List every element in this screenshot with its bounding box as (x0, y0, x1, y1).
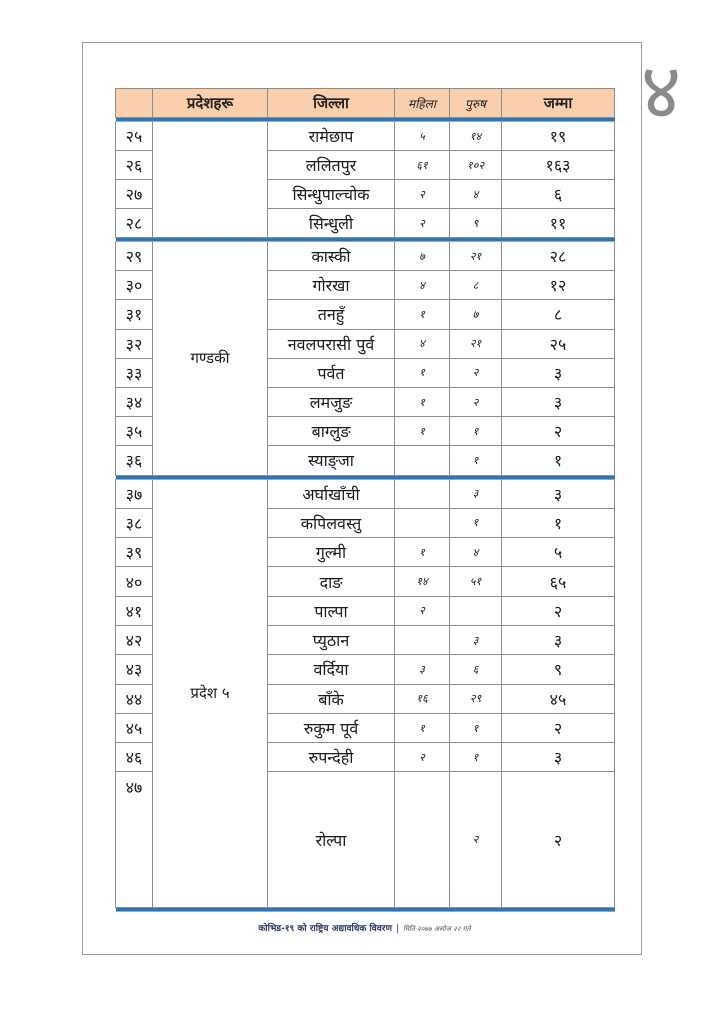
table-body (116, 118, 615, 912)
header-total: जम्मा (502, 89, 615, 118)
total-count-cell: ३ (502, 479, 615, 508)
serial-number-cell: ३७ (116, 479, 153, 508)
female-count-cell: ६१ (395, 151, 450, 180)
page-number: ४ (640, 47, 682, 137)
serial-number-cell: २९ (116, 242, 153, 271)
serial-number-cell: ४० (116, 567, 153, 596)
province-cell: प्रदेश ५ (153, 479, 268, 908)
district-cell: प्युठान (268, 625, 395, 654)
male-count-cell: ४ (450, 538, 502, 567)
footer-date: मिति २०७७ असोज २२ गते (403, 925, 471, 933)
female-count-cell: ५ (395, 122, 450, 151)
serial-number-cell: ३२ (116, 329, 153, 358)
header-female: महिला (395, 89, 450, 118)
female-count-cell: १६ (395, 684, 450, 713)
table-row (116, 122, 615, 151)
total-count-cell: ३ (502, 743, 615, 772)
male-count-cell: २ (450, 387, 502, 416)
district-cell: बाग्लुङ (268, 417, 395, 446)
district-cell: दाङ (268, 567, 395, 596)
female-count-cell (395, 508, 450, 537)
total-count-cell: ५ (502, 538, 615, 567)
table-bottom-rule (116, 908, 615, 912)
serial-number-cell: ४७ (116, 772, 153, 908)
district-cell: रुपन्देही (268, 743, 395, 772)
serial-number-cell: ३३ (116, 358, 153, 387)
male-count-cell: ४ (450, 180, 502, 209)
female-count-cell: १ (395, 417, 450, 446)
male-count-cell: ६ (450, 655, 502, 684)
district-cell: सिन्धुली (268, 209, 395, 238)
female-count-cell: ४ (395, 329, 450, 358)
female-count-cell: २ (395, 180, 450, 209)
serial-number-cell: ३० (116, 271, 153, 300)
table-header-row (116, 89, 615, 118)
district-cell: कपिलवस्तु (268, 508, 395, 537)
header-serial (116, 89, 153, 118)
male-count-cell: २ (450, 772, 502, 908)
district-cell: वर्दिया (268, 655, 395, 684)
male-count-cell: १ (450, 446, 502, 475)
total-count-cell: २ (502, 417, 615, 446)
serial-number-cell: ४१ (116, 596, 153, 625)
male-count-cell: २९ (450, 684, 502, 713)
male-count-cell: ७ (450, 300, 502, 329)
serial-number-cell: ४३ (116, 655, 153, 684)
serial-number-cell: ४५ (116, 713, 153, 742)
footer-separator: | (395, 924, 400, 934)
header-province: प्रदेशहरू (153, 89, 268, 118)
total-count-cell: ३ (502, 387, 615, 416)
female-count-cell: १ (395, 713, 450, 742)
serial-number-cell: ३४ (116, 387, 153, 416)
female-count-cell: १४ (395, 567, 450, 596)
district-cell: रुकुम पूर्व (268, 713, 395, 742)
serial-number-cell: २७ (116, 180, 153, 209)
serial-number-cell: ४२ (116, 625, 153, 654)
footer-title: कोभिड-१९ को राष्ट्रिय अद्यावधिक विवरण (258, 924, 392, 934)
total-count-cell: २५ (502, 329, 615, 358)
total-count-cell: ६५ (502, 567, 615, 596)
male-count-cell: १०२ (450, 151, 502, 180)
district-cell: गुल्मी (268, 538, 395, 567)
district-cell: सिन्धुपाल्चोक (268, 180, 395, 209)
district-cell: अर्घाखाँची (268, 479, 395, 508)
total-count-cell: ११ (502, 209, 615, 238)
province-cell (153, 122, 268, 238)
table-row (116, 242, 615, 271)
female-count-cell: १ (395, 387, 450, 416)
page-footer (115, 921, 614, 934)
male-count-cell: १ (450, 417, 502, 446)
female-count-cell: २ (395, 209, 450, 238)
serial-number-cell: ३९ (116, 538, 153, 567)
male-count-cell: ५१ (450, 567, 502, 596)
male-count-cell: ३ (450, 625, 502, 654)
total-count-cell: ३ (502, 625, 615, 654)
total-count-cell: ३ (502, 358, 615, 387)
district-cell: गोरखा (268, 271, 395, 300)
blue-rule (116, 908, 615, 912)
male-count-cell: २ (450, 358, 502, 387)
male-count-cell: १ (450, 508, 502, 537)
male-count-cell: ८ (450, 271, 502, 300)
total-count-cell: ८ (502, 300, 615, 329)
total-count-cell: २ (502, 596, 615, 625)
female-count-cell: १ (395, 358, 450, 387)
serial-number-cell: ४६ (116, 743, 153, 772)
district-cell: रामेछाप (268, 122, 395, 151)
female-count-cell: १ (395, 538, 450, 567)
header-male: पुरुष (450, 89, 502, 118)
total-count-cell: ४५ (502, 684, 615, 713)
district-cell: कास्की (268, 242, 395, 271)
total-count-cell: १६३ (502, 151, 615, 180)
male-count-cell: ३ (450, 479, 502, 508)
male-count-cell (450, 596, 502, 625)
male-count-cell: २१ (450, 329, 502, 358)
female-count-cell: ४ (395, 271, 450, 300)
female-count-cell: २ (395, 743, 450, 772)
total-count-cell: २८ (502, 242, 615, 271)
serial-number-cell: २६ (116, 151, 153, 180)
district-cell: पाल्पा (268, 596, 395, 625)
serial-number-cell: ३१ (116, 300, 153, 329)
province-cell: गण्डकी (153, 242, 268, 476)
male-count-cell: १ (450, 743, 502, 772)
header-district: जिल्ला (268, 89, 395, 118)
table-row (116, 479, 615, 508)
total-count-cell: २ (502, 713, 615, 742)
female-count-cell: ३ (395, 655, 450, 684)
total-count-cell: १२ (502, 271, 615, 300)
male-count-cell: ९ (450, 209, 502, 238)
female-count-cell (395, 772, 450, 908)
male-count-cell: २१ (450, 242, 502, 271)
district-cell: रोल्पा (268, 772, 395, 908)
district-cell: नवलपरासी पुर्व (268, 329, 395, 358)
district-cell: लमजुङ (268, 387, 395, 416)
district-cell: तनहुँ (268, 300, 395, 329)
serial-number-cell: ४४ (116, 684, 153, 713)
serial-number-cell: ३८ (116, 508, 153, 537)
total-count-cell: ६ (502, 180, 615, 209)
total-count-cell: १९ (502, 122, 615, 151)
serial-number-cell: ३५ (116, 417, 153, 446)
female-count-cell (395, 446, 450, 475)
covid-district-table (115, 88, 615, 912)
female-count-cell (395, 625, 450, 654)
total-count-cell: २ (502, 772, 615, 908)
serial-number-cell: २५ (116, 122, 153, 151)
total-count-cell: १ (502, 508, 615, 537)
district-cell: बाँके (268, 684, 395, 713)
district-cell: स्याङ्जा (268, 446, 395, 475)
female-count-cell: ७ (395, 242, 450, 271)
female-count-cell: १ (395, 300, 450, 329)
female-count-cell (395, 479, 450, 508)
total-count-cell: १ (502, 446, 615, 475)
male-count-cell: १ (450, 713, 502, 742)
district-cell: पर्वत (268, 358, 395, 387)
total-count-cell: ९ (502, 655, 615, 684)
district-cell: ललितपुर (268, 151, 395, 180)
female-count-cell: २ (395, 596, 450, 625)
serial-number-cell: २८ (116, 209, 153, 238)
male-count-cell: १४ (450, 122, 502, 151)
serial-number-cell: ३६ (116, 446, 153, 475)
